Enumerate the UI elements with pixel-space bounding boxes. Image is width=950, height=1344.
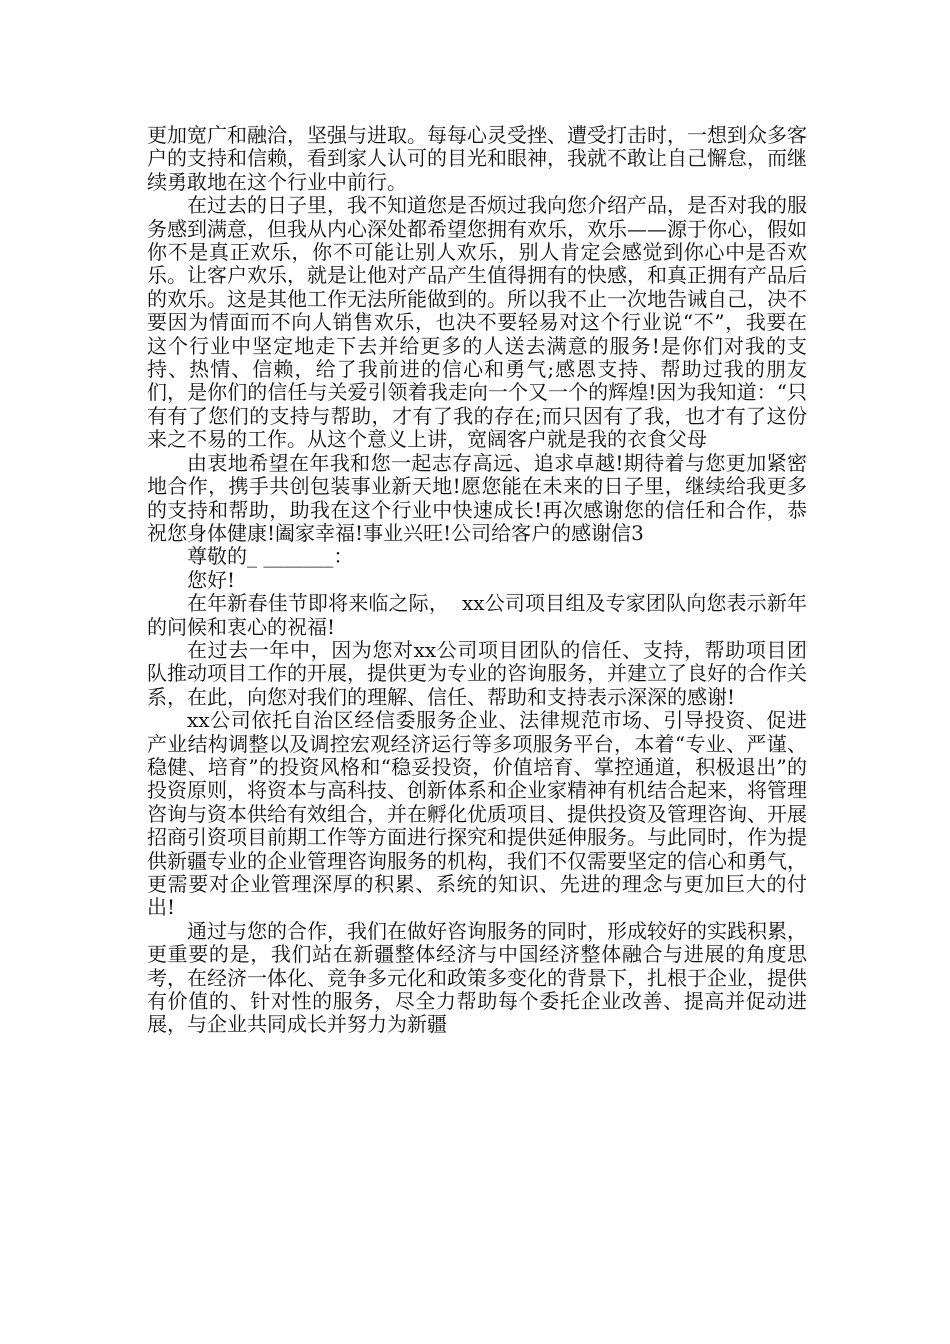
document-body	[147, 124, 807, 1037]
greeting-line: 您好!	[187, 567, 236, 592]
paragraph: xx公司依托自治区经信委服务企业、法律规范市场、引导投资、促进产业结构调整以及调控宏观经济运行等多项服务平台，本着“专业、严谨、稳健、培育”的投资风格和“稳妥投资，价值培育、掌控通道，积极退出”的投资原则，将资本与高科技、创新体系和企业家精神有机结合起来，将管理咨询与资本供给有效组合，并在孵化优质项目、提供投资及管理咨询、开展招商引资项目前期工作等方面进行探究和提供延伸服务。与此同时，作为提供新疆专业的企业管理咨询服务的机构，我们不仅需要坚定的信心和勇气，更需要对企业管理深厚的积累、系统的知识、先进的理念与更加巨大的付出!	[147, 708, 807, 920]
salutation-line: 尊敬的_ _______：	[187, 544, 354, 569]
paragraph: 通过与您的合作，我们在做好咨询服务的同时，形成较好的实践积累，更重要的是，我们站在新疆整体经济与中国经济整体融合与进展的角度思考，在经济一体化、竞争多元化和政策多变化的背景下，扎根于企业，提供有价值的、针对性的服务，尽全力帮助每个委托企业改善、提高并促动进展，与企业共同成长并努力为新疆	[147, 918, 807, 1037]
paragraph: 由衷地希望在年我和您一起志存高远、追求卓越!期待着与您更加紧密地合作，携手共创包装事业新天地!愿您能在未来的日子里，继续给我更多的支持和帮助，助我在这个行业中快速成长!再次感谢您的信任和合作，恭祝您身体健康!阖家幸福!事业兴旺!公司给客户的感谢信3	[147, 450, 807, 545]
paragraph: 更加宽广和融洽，坚强与进取。每每心灵受挫、遭受打击时，一想到众多客户的支持和信赖，看到家人认可的目光和眼神，我就不敢让自己懈怠，而继续勇敢地在这个行业中前行。	[147, 123, 807, 194]
paragraph: 在过去一年中，因为您对xx公司项目团队的信任、支持，帮助项目团队推动项目工作的开展，提供更为专业的咨询服务，并建立了良好的合作关系，在此，向您对我们的理解、信任、帮助和支持表示深深的感谢!	[147, 637, 807, 709]
paragraph: 在过去的日子里，我不知道您是否烦过我向您介绍产品，是否对我的服务感到满意，但我从内心深处都希望您拥有欢乐，欢乐——源于你心，假如你不是真正欢乐，你不可能让别人欢乐，别人肯定会感觉到你心中是否欢乐。让客户欢乐，就是让他对产品产生值得拥有的快感，和真正拥有产品后的欢乐。这是其他工作无法所能做到的。所以我不止一次地告诫自己，决不要因为情面而不向人销售欢乐，也决不要轻易对这个行业说“不”，我要在这个行业中坚定地走下去并给更多的人送去满意的服务!是你们对我的支持、热情、信赖，给了我前进的信心和勇气;感恩支持、帮助过我的朋友们，是你们的信任与关爱引领着我走向一个又一个的辉煌!因为我知道：“只有有了您们的支持与帮助，才有了我的存在;而只因有了我，也才有了这份来之不易的工作。从这个意义上讲，宽阔客户就是我的衣食父母	[147, 193, 807, 452]
paragraph: 在年新春佳节即将来临之际， xx公司项目组及专家团队向您表示新年的问候和衷心的祝福!	[147, 591, 807, 639]
